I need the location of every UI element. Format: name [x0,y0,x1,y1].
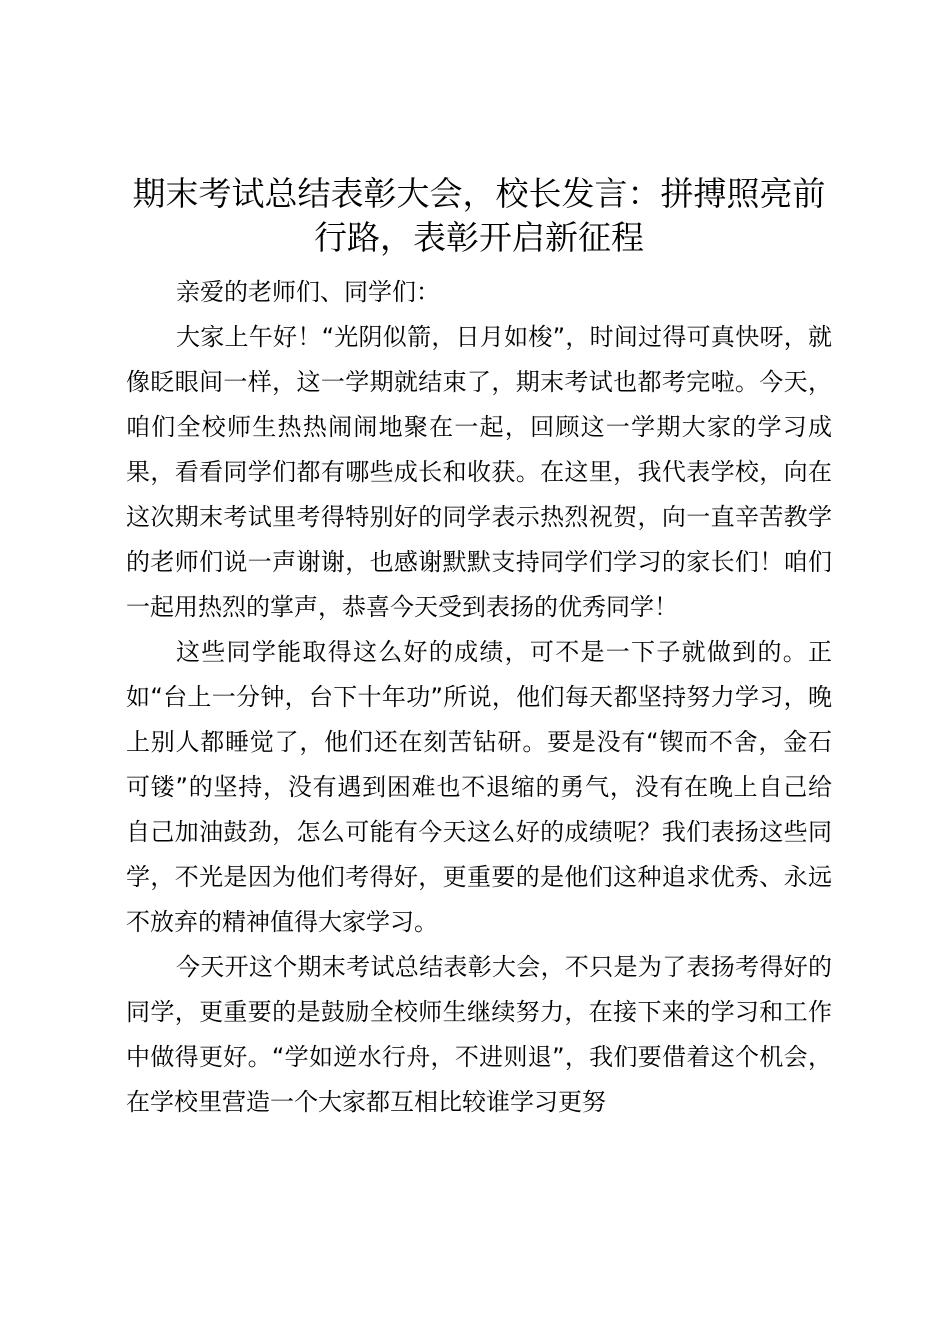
document-body [126,270,832,1125]
paragraph-1: 大家上午好！“光阴似箭，日月如梭”，时间过得可真快呀，就像眨眼间一样，这一学期就结束了，期末考试也都考完啦。今天，咱们全校师生热热闹闹地聚在一起，回顾这一学期大家的学习成果，看看同学们都有哪些成长和收获。在这里，我代表学校，向在这次期末考试里考得特别好的同学表示热烈祝贺，向一直辛苦教学的老师们说一声谢谢，也感谢默默支持同学们学习的家长们！咱们一起用热烈的掌声，恭喜今天受到表扬的优秀同学！ [126,323,832,621]
paragraph-2: 这些同学能取得这么好的成绩，可不是一下子就做到的。正如“台上一分钟，台下十年功”所说，他们每天都坚持努力学习，晚上别人都睡觉了，他们还在刻苦钻研。要是没有“锲而不舍，金石可镂”的坚持，没有遇到困难也不退缩的勇气，没有在晚上自己给自己加油鼓劲，怎么可能有今天这么好的成绩呢？我们表扬这些同学，不光是因为他们考得好，更重要的是他们这种追求优秀、永远不放弃的精神值得大家学习。 [126,638,832,936]
salutation: 亲爱的老师们、同学们： [176,278,440,306]
document-page [126,172,832,1125]
paragraph-3: 今天开这个期末考试总结表彰大会，不只是为了表扬考得好的同学，更重要的是鼓励全校师生继续努力，在接下来的学习和工作中做得更好。“学如逆水行舟，不进则退”，我们要借着这个机会，在学校里营造一个大家都互相比较谁学习更努 [126,953,832,1116]
document-title: 期末考试总结表彰大会，校长发言：拼搏照亮前行路，表彰开启新征程 [132,174,826,257]
